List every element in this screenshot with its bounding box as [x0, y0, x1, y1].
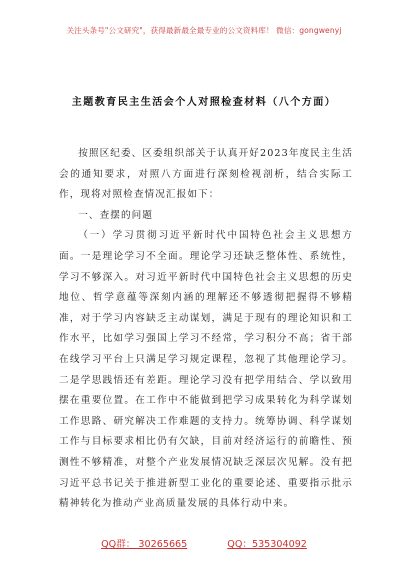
intro-paragraph: 按照区纪委、区委组织部关于认真开好2023年度民主生活会的通知要求，对照八方面进行深刻检视剖析，结合实际工作，现将对照检查情况汇报如下： — [59, 148, 353, 201]
section-heading: 一、查摆的问题 — [78, 209, 154, 221]
document-title: 主题教育民主生活会个人对照检查材料（八个方面） — [71, 97, 337, 108]
top-banner: 关注头条号"公文研究"，获得最新最全最专业的公文资料库！ 微信：gongwenyj — [66, 26, 342, 35]
qq-contact-link[interactable]: QQ：535304092 — [227, 539, 307, 550]
section-paragraph: （一）学习贯彻习近平新时代中国特色社会主义思想方面。一是理论学习不全面。理论学习还缺乏整体性、系统性，学习不够深入。对习近平新时代中国特色社会主义思想的历史地位、哲学意蕴等深刻内涵的理解还不够透彻把握得不够精准，对于学习内容缺乏主动谋划，满足于现有的理论知识和工作水平，比如学习强国上学习不经常，学习积分不高；省干部在线学习平台上只满足学习规定课程，忽视了其他理论学习。二是学思践悟还有差距。理论学习没有把学用结合、学以致用摆在重要位置。在工作中不能做到把学习成果转化为科学谋划工作思路、研究解决工作难题的支持力。统筹协调、科学谋划工作与目标要求相比仍有欠缺，目前对经济运行的前瞻性、预测性不够精准，对整个产业发展情况缺乏深层次见解。没有把习近平总书记关于推进新型工业化的重要论述、重要指示批示精神转化为推动产业高质量发展的具体行动中来。 — [59, 230, 353, 510]
footer-contact — [0, 536, 408, 550]
qq-group-link[interactable]: QQ群： 30265665 — [101, 539, 188, 550]
document-body — [59, 144, 353, 515]
